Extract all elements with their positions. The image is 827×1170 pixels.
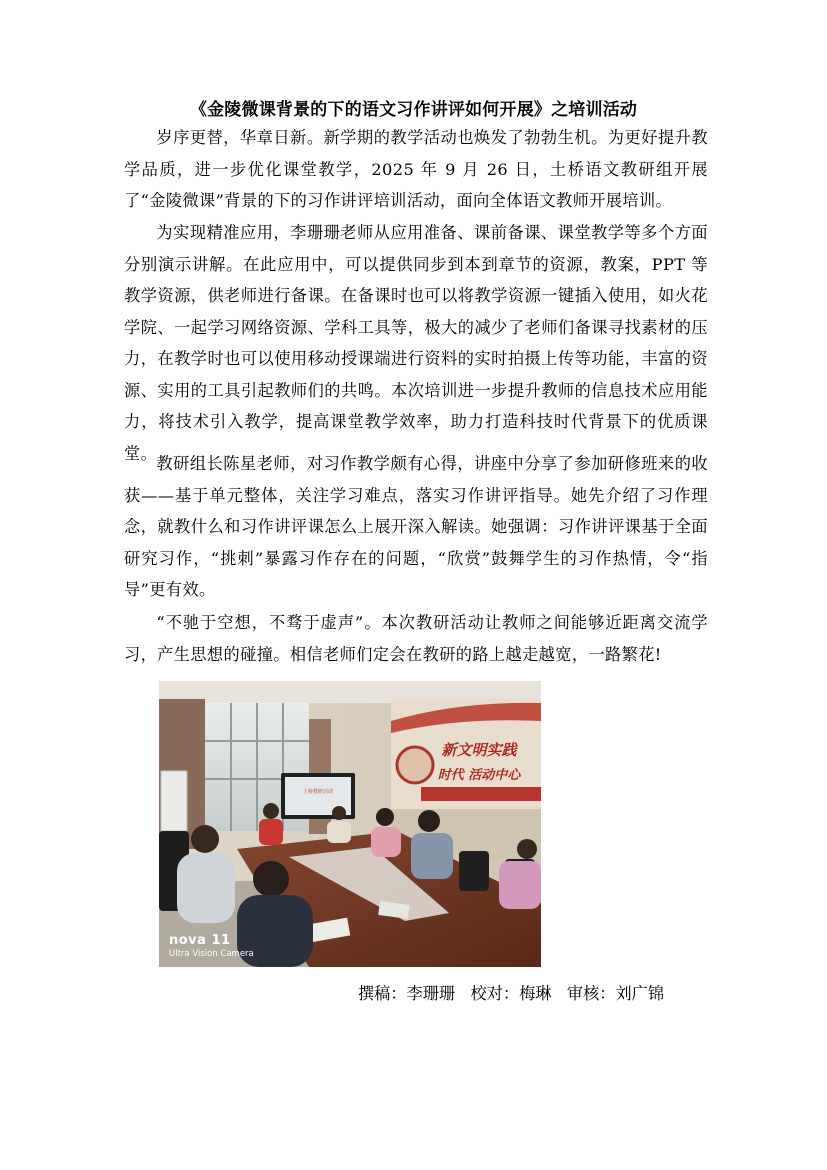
meeting-photo [159, 681, 541, 967]
watermark-subtitle: Ultra Vision Camera [169, 949, 254, 959]
paragraph-2: 为实现精准应用，李珊珊老师从应用准备、课前备课、课堂教学等多个方面分别演示讲解。在此应用中，可以提供同步到本到章节的资源，教案，PPT 等教学资源，供老师进行备课。在备课时也可以将教学资源一键插入使用，如火花学院、一起学习网络资源、学科工具等，极大的减少了老师们备课寻找素材的压力，在教学时也可以使用移动授课端进行资料的实时拍摄上传等功能，丰富的资源、实用的工具引起教师们的共鸣。本次培训进一步提升教师的信息技术应用能力，将技术引入教学，提高课堂教学效率，助力打造科技时代背景下的优质课堂。 [124, 223, 708, 463]
wall-slogan-1: 新文明实践 [441, 741, 517, 759]
watermark-brand: nova 11 [169, 933, 231, 948]
document-title: 《金陵微课背景的下的语文习作讲评如何开展》之培训活动 [189, 100, 638, 120]
screen-caption: 土桥教研活动 [302, 789, 334, 795]
paragraph-4: “不驰于空想，不骛于虚声”。本次教研活动让教师之间能够近距离交流学习，产生思想的碰撞。相信老师们定会在教研的路上越走越宽，一路繁花! [124, 613, 708, 664]
paragraph-1: 岁序更替，华章日新。新学期的教学活动也焕发了勃勃生机。为更好提升教学品质，进一步优化课堂教学，2025 年 9 月 26 日，土桥语文教研组开展了“金陵微课”背景的下的习作讲评培训活动，面向全体语文教师开展培训。 [124, 128, 708, 210]
wall-slogan-2: 时代 活动中心 [437, 768, 521, 783]
paragraph-3: 教研组长陈星老师，对习作教学颇有心得，讲座中分享了参加研修班来的收获——基于单元整体，关注学习难点，落实习作讲评指导。她先介绍了习作理念，就教什么和习作讲评课怎么上展开深入解读。她强调：习作讲评课基于全面研究习作，“挑刺”暴露习作存在的问题，“欣赏”鼓舞学生的习作热情，令“指导”更有效。 [124, 454, 708, 599]
credits-line: 撰稿：李珊珊 校对：梅琳 审核：刘广锦 [358, 984, 665, 1003]
camera-watermark [169, 933, 254, 959]
